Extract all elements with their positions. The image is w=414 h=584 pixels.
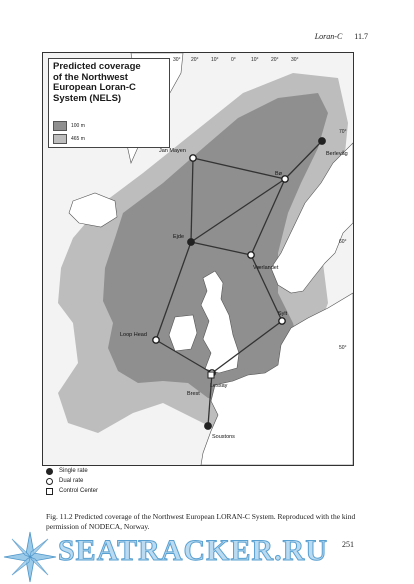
legend-row-465m	[53, 134, 85, 144]
station-label-loop-head: Loop Head	[120, 332, 147, 338]
station-label-v-rlandet: Værlandet	[253, 265, 279, 271]
key-label: Single rate	[59, 468, 88, 474]
station-label-berlev-g: Berlevåg	[326, 151, 348, 157]
key-label: Control Center	[59, 488, 99, 494]
legend-label-100m: 100 m	[71, 123, 85, 129]
station-marker-loop-head	[153, 337, 159, 343]
station-marker-berlev-g	[319, 138, 325, 144]
station-label-b-: Bø	[275, 171, 283, 177]
running-header	[315, 32, 368, 41]
legend-label-465m: 465 m	[71, 136, 85, 142]
key-control-center	[46, 486, 98, 496]
header-page-ref: 11.7	[354, 32, 368, 41]
station-marker-brest	[208, 372, 214, 378]
page-number: 251	[342, 540, 354, 549]
station-label-brest: Brest	[187, 391, 200, 397]
legend-swatch-465m	[53, 134, 67, 144]
station-label-sylt: Sylt	[278, 311, 288, 317]
key-dual-rate	[46, 476, 98, 486]
watermark-text: SEATRACKER.RU	[58, 534, 328, 567]
longitude-label: 20°	[191, 57, 199, 63]
latitude-label: 70°	[339, 129, 347, 135]
station-label-ejde: Ejde	[173, 234, 185, 240]
station-marker-jan-mayen	[190, 155, 196, 161]
latitude-label: 60°	[339, 239, 347, 245]
filled-circle-icon	[46, 468, 53, 475]
longitude-label: 30°	[291, 57, 299, 63]
watermark	[0, 530, 414, 584]
key-label: Dual rate	[59, 478, 84, 484]
station-key	[46, 466, 98, 496]
map-title: Predicted coverage of the Northwest European Loran-C System (NELS)	[53, 61, 141, 104]
longitude-label: 0°	[231, 57, 236, 63]
station-marker-b-	[282, 176, 288, 182]
open-square-icon	[46, 488, 53, 495]
longitude-label: 20°	[271, 57, 279, 63]
station-marker-soustons	[205, 423, 211, 429]
legend-swatch-100m	[53, 121, 67, 131]
coverage-map	[42, 52, 354, 466]
compass-star-icon	[2, 530, 58, 584]
station-label-lessay: Lessay	[210, 383, 228, 389]
longitude-label: 30°	[173, 57, 181, 63]
station-label-jan-mayen: Jan Mayen	[159, 148, 186, 154]
station-label-soustons: Soustons	[212, 434, 235, 440]
key-single-rate	[46, 466, 98, 476]
header-section: Loran-C	[314, 32, 343, 41]
map-title-box	[48, 58, 170, 148]
latitude-label: 50°	[339, 345, 347, 351]
longitude-label: 10°	[251, 57, 259, 63]
longitude-label: 10°	[211, 57, 219, 63]
figure-caption: Fig. 11.2 Predicted coverage of the Northwest European LORAN-C System. Reproduced with the kind permission of NODECA, Norway.	[46, 512, 356, 531]
legend-row-100m	[53, 121, 85, 131]
station-marker-sylt	[279, 318, 285, 324]
open-circle-icon	[46, 478, 53, 485]
station-marker-v-rlandet	[248, 252, 254, 258]
station-marker-ejde	[188, 239, 194, 245]
